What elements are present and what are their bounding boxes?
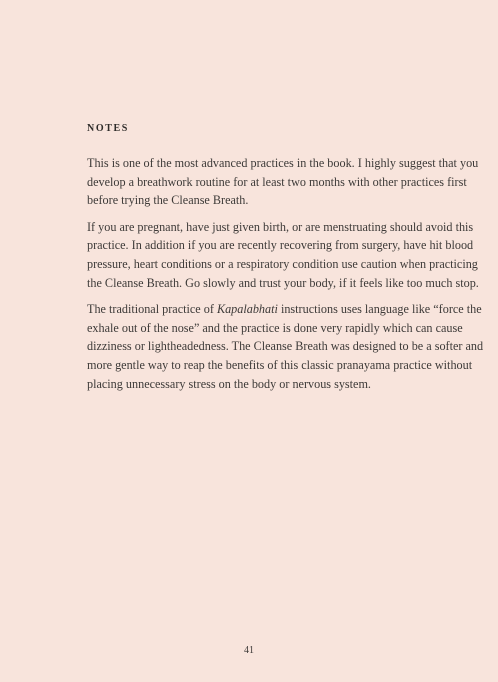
page-number: 41 bbox=[244, 645, 254, 656]
notes-paragraph-advanced-practice: This is one of the most advanced practices in the book. I highly suggest that you develop a breathwork routine for at least two months with other practices first before trying the Cleanse Breath. bbox=[87, 156, 479, 208]
notes-paragraph-kapalabhati bbox=[87, 300, 487, 393]
kapalabhati-text-after: instructions uses language like “force the exhale out of the nose” and the practice is done very rapidly which can cause dizziness or lightheadedness. The Cleanse Breath was designed to be a softer and more gentle way to reap the benefits of this classic pranayama practice without placing unnecessary stress on the body or nervous system. bbox=[87, 302, 484, 391]
notes-paragraph-cautions: If you are pregnant, have just given birth, or are menstruating should avoid this practice. In addition if you are recently recovering from surgery, have hit blood pressure, heart conditions or a respiratory condition use caution when practicing the Cleanse Breath. Go slowly and trust your body, if it feels like too much stop. bbox=[87, 219, 479, 290]
notes-body bbox=[87, 154, 487, 401]
kapalabhati-term: Kapalabhati bbox=[216, 302, 278, 317]
kapalabhati-text-before: The traditional practice of bbox=[87, 302, 217, 317]
notes-heading: NOTES bbox=[87, 123, 129, 134]
